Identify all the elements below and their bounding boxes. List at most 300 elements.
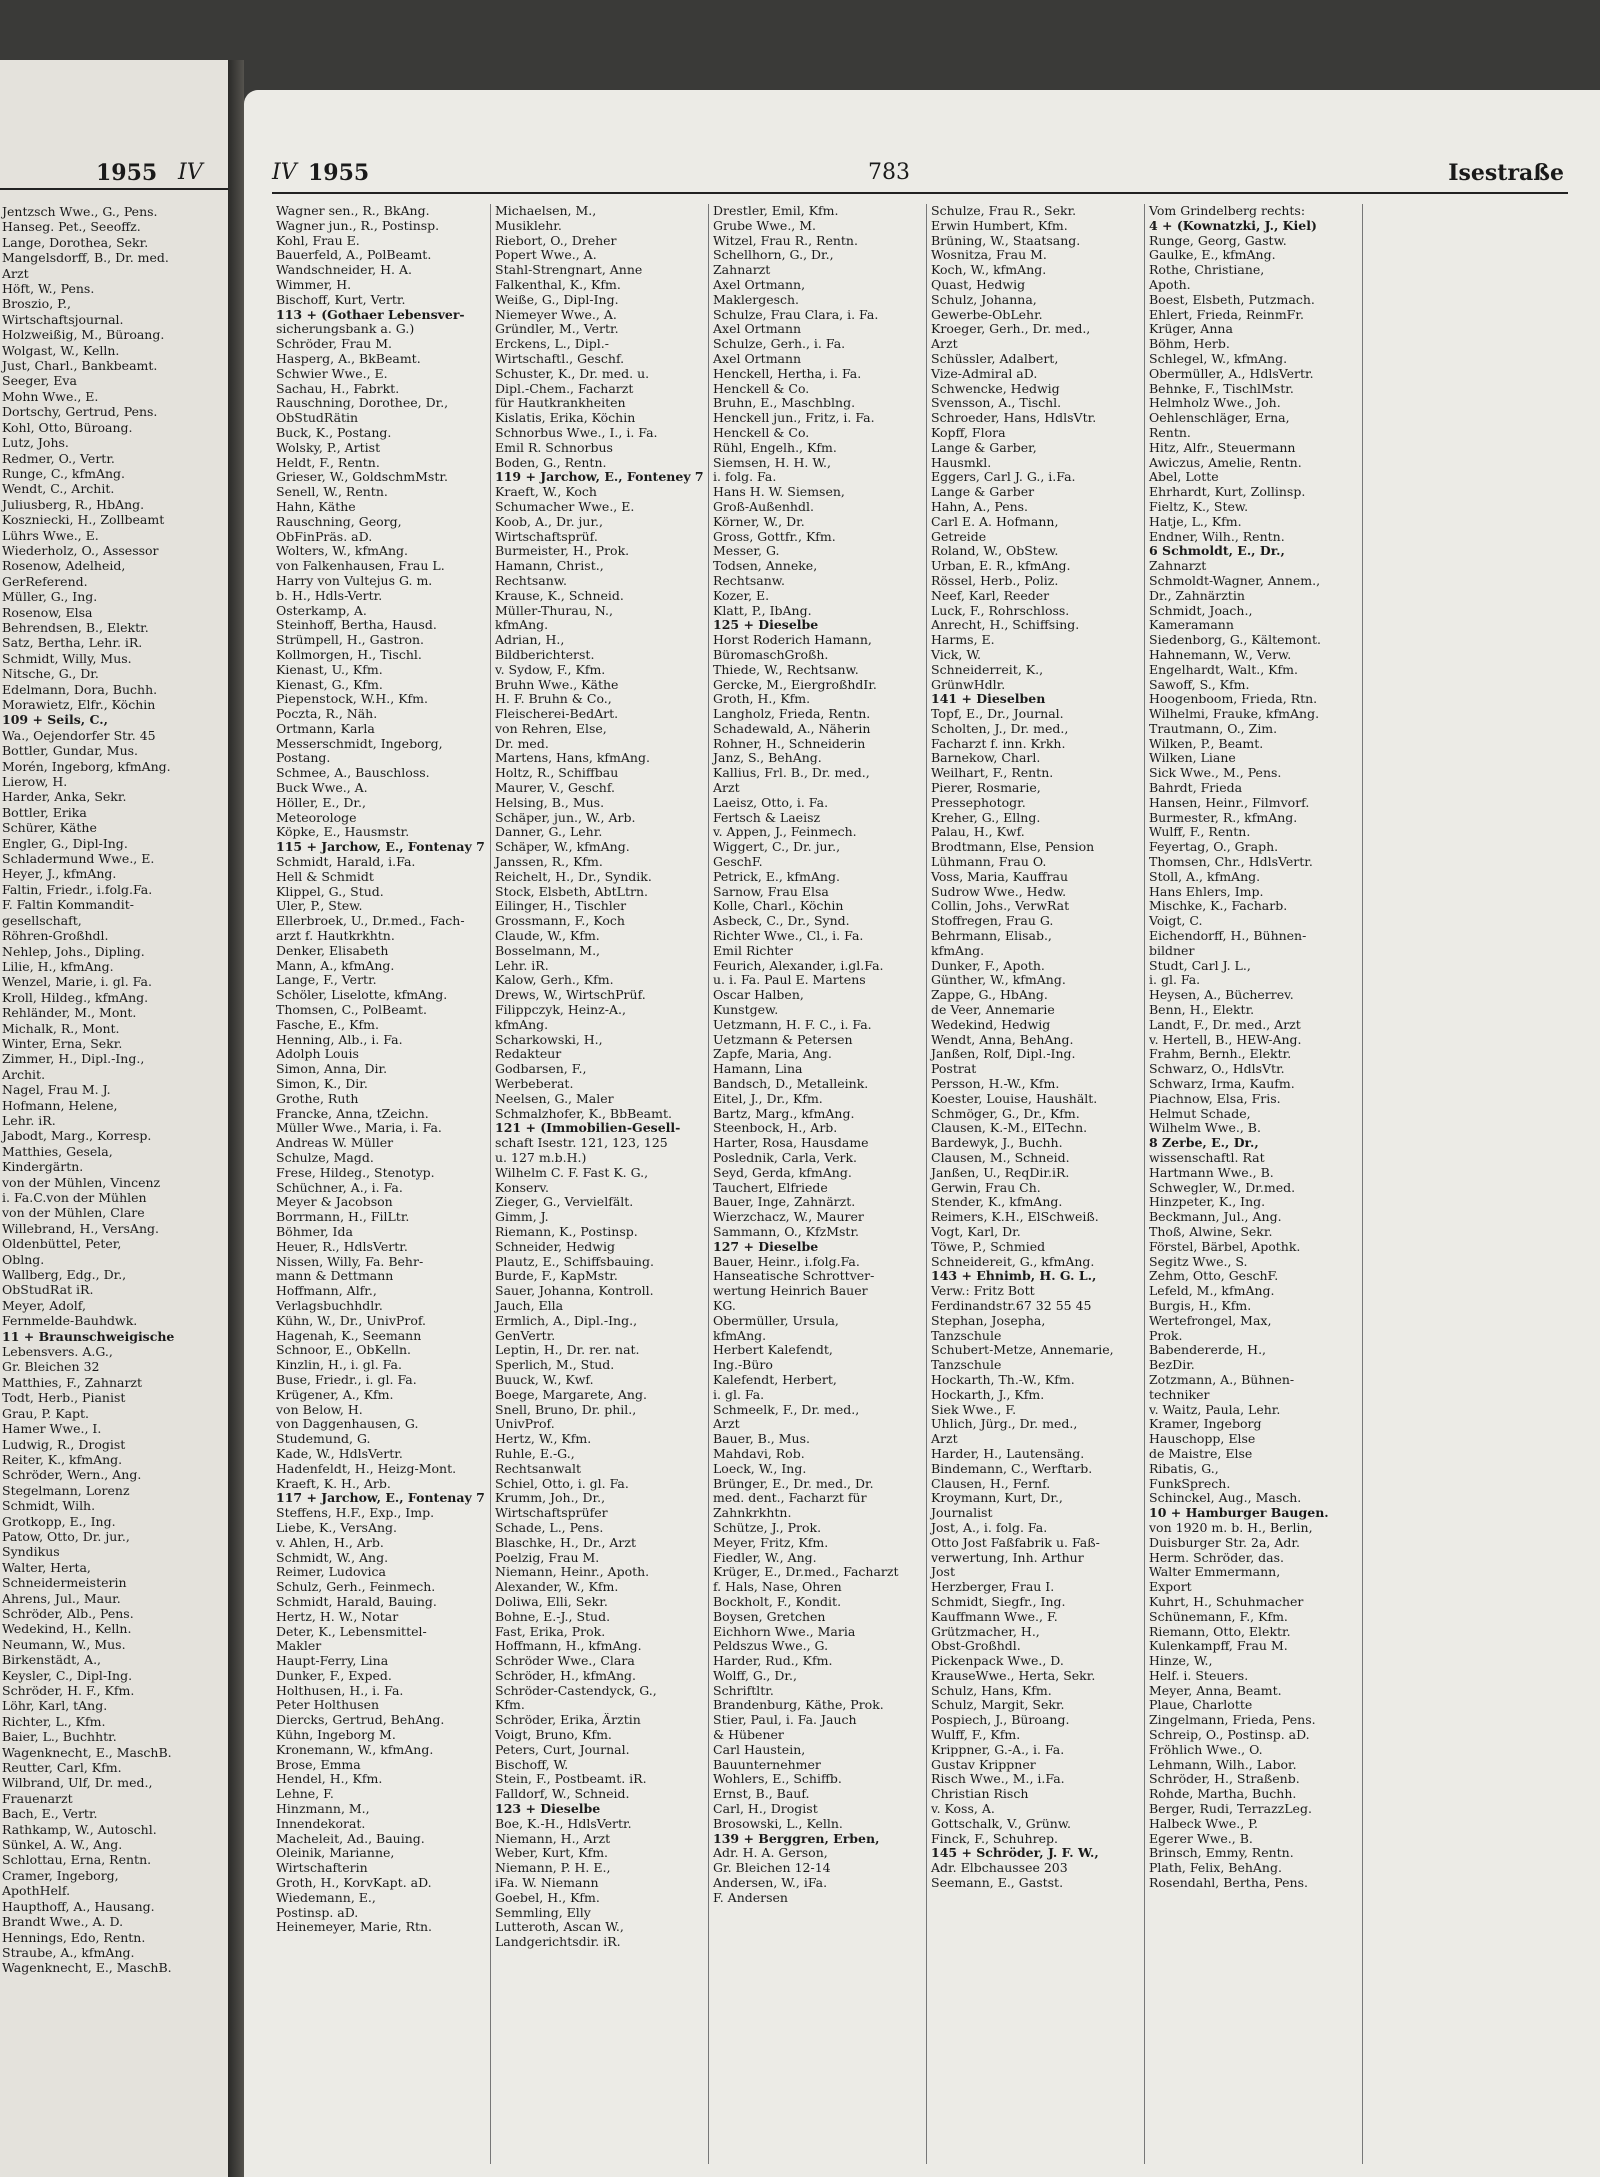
- directory-entry: v. Hertell, B., HEW-Ang.: [1149, 1032, 1302, 1047]
- directory-entry: kfmAng.: [931, 943, 985, 958]
- directory-entry: Rechtsanw.: [713, 573, 785, 588]
- directory-entry: Kfm.: [495, 1698, 525, 1713]
- directory-entry: Snell, Bruno, Dr. phil.,: [495, 1402, 637, 1417]
- directory-entry: Neumann, W., Mus.: [2, 1636, 126, 1652]
- directory-entry: kfmAng.: [713, 1328, 767, 1343]
- left-page-header: [0, 158, 228, 190]
- directory-entry: Hans Ehlers, Imp.: [1149, 884, 1264, 899]
- directory-entry: 113 + (Gothaer Lebensver-: [276, 307, 465, 322]
- directory-entry: Stock, Elsbeth, AbtLtrn.: [495, 884, 648, 899]
- directory-entry: Burmester, R., kfmAng.: [1149, 810, 1298, 825]
- directory-entry: KG.: [713, 1298, 736, 1313]
- directory-entry: Hinze, W.,: [1149, 1654, 1213, 1669]
- directory-entry: Wedekind, Hedwig: [931, 1017, 1051, 1032]
- directory-entry: Niemann, Heinr., Apoth.: [495, 1565, 650, 1580]
- directory-entry: Journalist: [931, 1506, 993, 1521]
- directory-entry: Lierow, H.: [2, 774, 68, 790]
- directory-entry: Bischoff, Kurt, Vertr.: [276, 292, 406, 307]
- directory-entry: Lutz, Johs.: [2, 435, 69, 451]
- directory-entry: Osterkamp, A.: [276, 603, 367, 618]
- directory-entry: Richter, L., Kfm.: [2, 1713, 106, 1729]
- directory-entry: Eitel, J., Dr., Kfm.: [713, 1091, 823, 1106]
- directory-entry: Bischoff, W.: [495, 1757, 569, 1772]
- directory-entry: Gerwin, Frau Ch.: [931, 1180, 1041, 1195]
- directory-entry: Hinzmann, M.,: [276, 1802, 370, 1817]
- directory-entry: Carl, H., Drogist: [713, 1802, 818, 1817]
- directory-entry: Steffens, H.F., Exp., Imp.: [276, 1506, 435, 1521]
- directory-entry: Brandenburg, Käthe, Prok.: [713, 1698, 884, 1713]
- directory-entry: Zapfe, Maria, Ang.: [713, 1047, 832, 1062]
- directory-entry: Kroeger, Gerh., Dr. med.,: [931, 322, 1091, 337]
- directory-entry: Grau, P. Kapt.: [2, 1405, 90, 1421]
- directory-entry: Schuster, K., Dr. med. u.: [495, 366, 650, 381]
- directory-entry: Gr. Bleichen 32: [2, 1359, 100, 1375]
- directory-entry: Redmer, O., Vertr.: [2, 450, 115, 466]
- directory-entry: Carl Haustein,: [713, 1742, 806, 1757]
- directory-entry: Berger, Rudi, TerrazzLeg.: [1149, 1802, 1312, 1817]
- directory-entry: ObStudRat iR.: [2, 1282, 94, 1298]
- directory-entry: Horst Roderich Hamann,: [713, 633, 872, 648]
- directory-entry: 127 + Dieselbe: [713, 1239, 819, 1254]
- directory-entry: Rosenow, Elsa: [2, 604, 93, 620]
- directory-entry: u. 127 m.b.H.): [495, 1151, 587, 1165]
- directory-entry: Gründler, M., Vertr.: [495, 322, 619, 337]
- directory-entry: Bruhn Wwe., Käthe: [495, 677, 619, 692]
- directory-entry: Konserv.: [495, 1180, 549, 1195]
- directory-entry: Rathkamp, W., Autoschl.: [2, 1821, 157, 1837]
- directory-entry: Segitz Wwe., S.: [1149, 1254, 1248, 1269]
- directory-entry: Buse, Friedr., i. gl. Fa.: [276, 1372, 417, 1387]
- directory-entry: Kronemann, W., kfmAng.: [276, 1742, 434, 1757]
- directory-entry: Barnekow, Charl.: [931, 751, 1041, 766]
- directory-entry: Andreas W. Müller: [276, 1136, 394, 1151]
- directory-entry: Frahm, Bernh., Elektr.: [1149, 1047, 1292, 1062]
- directory-entry: Hansen, Heinr., Filmvorf.: [1149, 795, 1310, 810]
- directory-entry: Harder, Anka, Sekr.: [2, 789, 127, 805]
- directory-entry: Behnke, F., TischlMstr.: [1149, 381, 1294, 396]
- directory-entry: mann & Dettmann: [276, 1269, 394, 1284]
- directory-entry: Kunstgew.: [713, 1003, 779, 1018]
- directory-entry: 119 + Jarchow, E., Fonteney 7: [495, 470, 704, 485]
- directory-entry: Loeck, W., Ing.: [713, 1461, 807, 1476]
- directory-entry: Harder, H., Lautensäng.: [931, 1446, 1085, 1461]
- directory-entry: Stahl-Strengnart, Anne: [495, 263, 643, 278]
- directory-entry: Gimm, J.: [495, 1210, 549, 1225]
- directory-entry: Schriftltr.: [713, 1683, 774, 1698]
- directory-entry: Voigt, C.: [1149, 914, 1203, 929]
- directory-entry: Pierer, Rosmarie,: [931, 781, 1041, 796]
- directory-entry: Michalk, R., Mont.: [2, 1020, 120, 1036]
- directory-entry: Rechtsanwalt: [495, 1461, 581, 1476]
- directory-entry: Schütze, J., Prok.: [713, 1520, 822, 1535]
- directory-entry: Clausen, M., Schneid.: [931, 1151, 1070, 1165]
- directory-entry: Holtz, R., Schiffbau: [495, 766, 619, 781]
- directory-entry: Kroll, Hildeg., kfmAng.: [2, 989, 149, 1005]
- directory-entry: Hoffmann, Alfr.,: [276, 1284, 377, 1299]
- directory-entry: Schröder-Castendyck, G.,: [495, 1683, 657, 1698]
- directory-entry: Heinemeyer, Marie, Rtn.: [276, 1920, 433, 1935]
- directory-entry: u. i. Fa. Paul E. Martens: [713, 973, 866, 988]
- directory-entry: Heysen, A., Bücherrev.: [1149, 988, 1294, 1003]
- directory-entry: Schmidt, W., Ang.: [276, 1550, 389, 1565]
- directory-entry: Brose, Emma: [276, 1757, 361, 1772]
- directory-entry: Nagel, Frau M. J.: [2, 1082, 111, 1098]
- directory-entry: Hamann, Christ.,: [495, 559, 604, 574]
- directory-entry: Kraeft, K. H., Arb.: [276, 1476, 391, 1491]
- directory-entry: Falldorf, W., Schneid.: [495, 1787, 630, 1802]
- directory-entry: Heyer, J., kfmAng.: [2, 866, 117, 882]
- directory-entry: Wallberg, Edg., Dr.,: [2, 1267, 127, 1283]
- directory-entry: Wilken, Liane: [1149, 751, 1236, 766]
- directory-entry: Redakteur: [495, 1047, 562, 1062]
- page-year: 1955: [308, 160, 370, 186]
- directory-entry: Ellerbroek, U., Dr.med., Fach-: [276, 914, 465, 929]
- directory-entry: Schadewald, A., Näherin: [713, 721, 871, 736]
- directory-entry: Walter Emmermann,: [1149, 1565, 1281, 1580]
- directory-entry: Schwencke, Hedwig: [931, 381, 1060, 396]
- directory-entry: Koob, A., Dr. jur.,: [495, 514, 603, 529]
- directory-entry: Oleinik, Marianne,: [276, 1846, 395, 1861]
- directory-entry: Jost, A., i. folg. Fa.: [931, 1520, 1048, 1535]
- directory-entry: Drestler, Emil, Kfm.: [713, 204, 839, 218]
- directory-column-5: [1144, 204, 1367, 2164]
- directory-entry: FunkSprech.: [1149, 1476, 1231, 1491]
- directory-entry: Krügener, A., Kfm.: [276, 1387, 394, 1402]
- directory-entry: Helf. i. Steuers.: [1149, 1668, 1249, 1683]
- directory-entry: Piachnow, Elsa, Fris.: [1149, 1091, 1281, 1106]
- directory-entry: de Maistre, Else: [1149, 1446, 1253, 1461]
- directory-entry: Koester, Louise, Haushält.: [931, 1091, 1098, 1106]
- directory-entry: Koszniecki, H., Zollbeamt: [2, 512, 165, 528]
- directory-entry: Syndikus: [2, 1544, 60, 1560]
- directory-entry: Strümpell, H., Gastron.: [276, 633, 425, 648]
- directory-entry: Heuer, R., HdlsVertr.: [276, 1239, 408, 1254]
- directory-entry: Rohde, Martha, Buchh.: [1149, 1787, 1297, 1802]
- directory-entry: Laeisz, Otto, i. Fa.: [713, 795, 829, 810]
- directory-entry: Fasche, E., Kfm.: [276, 1017, 379, 1032]
- directory-entry: Innendekorat.: [276, 1816, 366, 1831]
- directory-entry: Eilinger, H., Tischler: [495, 899, 627, 914]
- directory-entry: Löhr, Karl, tAng.: [2, 1698, 108, 1714]
- directory-entry: Wagenknecht, E., MaschB.: [2, 1960, 172, 1976]
- directory-entry: Bartz, Marg., kfmAng.: [713, 1106, 855, 1121]
- directory-entry: Faltin, Friedr., i.folg.Fa.: [2, 881, 153, 897]
- directory-entry: Hahn, Käthe: [276, 499, 356, 514]
- directory-entry: sicherungsbank a. G.): [276, 322, 415, 337]
- directory-entry: wissenschaftl. Rat: [1149, 1151, 1265, 1165]
- directory-entry: Dortschy, Gertrud, Pens.: [2, 404, 158, 420]
- directory-entry: Krüger, E., Dr.med., Facharzt: [713, 1565, 899, 1580]
- directory-entry: Todsen, Anneke,: [713, 559, 818, 574]
- directory-entry: Straube, A., kfmAng.: [2, 1944, 135, 1960]
- directory-entry: Henckell & Co.: [713, 381, 810, 396]
- directory-entry: Behrendsen, B., Elektr.: [2, 619, 149, 635]
- directory-entry: Krüger, Anna: [1149, 322, 1233, 337]
- directory-entry: Goebel, H., Kfm.: [495, 1890, 600, 1905]
- directory-entry: Lührs Wwe., E.: [2, 527, 99, 543]
- directory-column-1: [272, 204, 494, 2164]
- directory-entry: Grotkopp, E., Ing.: [2, 1513, 116, 1529]
- directory-entry: von Rehren, Else,: [495, 721, 607, 736]
- directory-entry: Helsing, B., Mus.: [495, 795, 605, 810]
- directory-entry: Simon, K., Dir.: [276, 1077, 368, 1092]
- directory-entry: Bardewyk, J., Buchh.: [931, 1136, 1063, 1151]
- directory-entry: Feurich, Alexander, i.gl.Fa.: [713, 958, 884, 973]
- directory-entry: Schumacher Wwe., E.: [495, 499, 635, 514]
- directory-entry: Bauunternehmer: [713, 1757, 821, 1772]
- directory-entry: Vize-Admiral aD.: [931, 366, 1038, 381]
- directory-entry: Dunker, F., Apoth.: [931, 958, 1045, 973]
- directory-entry: Erwin Humbert, Kfm.: [931, 218, 1068, 233]
- directory-entry: ApothHelf.: [2, 1883, 71, 1899]
- directory-entry: Fieltz, K., Stew.: [1149, 499, 1249, 514]
- directory-entry: Awiczus, Amelie, Rentn.: [1149, 455, 1302, 470]
- directory-entry: Schroeder, Hans, HdlsVtr.: [931, 411, 1097, 426]
- directory-entry: Kreher, G., Ellng.: [931, 810, 1041, 825]
- directory-entry: Riemann, Otto, Elektr.: [1149, 1624, 1291, 1639]
- directory-page: [244, 90, 1600, 2177]
- directory-entry: Sick Wwe., M., Pens.: [1149, 766, 1282, 781]
- directory-entry: Claude, W., Kfm.: [495, 929, 600, 944]
- directory-entry: Export: [1149, 1580, 1192, 1595]
- directory-entry: Halbeck Wwe., P.: [1149, 1816, 1259, 1831]
- directory-entry: Obermüller, Ursula,: [713, 1313, 839, 1328]
- directory-entry: Hartmann Wwe., B.: [1149, 1165, 1274, 1180]
- directory-entry: Ludwig, R., Drogist: [2, 1436, 126, 1452]
- directory-entry: Nitsche, G., Dr.: [2, 666, 99, 682]
- directory-entry: Rosendahl, Bertha, Pens.: [1149, 1876, 1308, 1891]
- directory-entry: Höft, W., Pens.: [2, 281, 95, 297]
- directory-entry: Bauerfeld, A., PolBeamt.: [276, 248, 432, 263]
- directory-entry: Riemann, K., Postinsp.: [495, 1224, 638, 1239]
- directory-entry: Obst-Großhdl.: [931, 1639, 1021, 1654]
- directory-entry: Thomsen, Chr., HdlsVertr.: [1149, 855, 1313, 870]
- directory-entry: Wagenknecht, E., MaschB.: [2, 1744, 172, 1760]
- directory-entry: Adrian, H.,: [495, 633, 565, 648]
- directory-entry: Wohlers, E., Schiffb.: [713, 1772, 842, 1787]
- directory-entry: Otto Jost Faßfabrik u. Faß-: [931, 1535, 1100, 1550]
- directory-entry: Leptin, H., Dr. rer. nat.: [495, 1343, 640, 1358]
- directory-entry: Tanzschule: [931, 1358, 1002, 1373]
- directory-entry: Vogt, Karl, Dr.: [931, 1224, 1021, 1239]
- directory-entry: Adr. H. A. Gerson,: [713, 1846, 828, 1861]
- directory-entry: Apoth.: [1149, 277, 1191, 292]
- directory-entry: Haupthoff, A., Hausang.: [2, 1898, 155, 1914]
- directory-entry: Hadenfeldt, H., Heizg-Mont.: [276, 1461, 457, 1476]
- directory-entry: Runge, C., kfmAng.: [2, 465, 126, 481]
- directory-entry: GenVertr.: [495, 1328, 556, 1343]
- directory-entry: Schröder, Wern., Ang.: [2, 1467, 142, 1483]
- directory-entry: Sünkel, A. W., Ang.: [2, 1837, 123, 1853]
- directory-entry: Liebe, K., VersAng.: [276, 1520, 398, 1535]
- directory-entry: Arzt: [2, 265, 29, 281]
- directory-entry: Lehmann, Wilh., Labor.: [1149, 1757, 1297, 1772]
- directory-entry: Jentzsch Wwe., G., Pens.: [2, 204, 158, 219]
- directory-entry: Schulz, Margit, Sekr.: [931, 1698, 1065, 1713]
- directory-entry: Lutteroth, Ascan W.,: [495, 1920, 624, 1935]
- directory-entry: Willebrand, H., VersAng.: [2, 1220, 159, 1236]
- directory-entry: Simon, Anna, Dir.: [276, 1062, 388, 1077]
- directory-entry: Birkenstädt, A.,: [2, 1652, 102, 1668]
- directory-entry: Kienast, G., Kfm.: [276, 677, 383, 692]
- directory-entry: Schröder, H., Straßenb.: [1149, 1772, 1300, 1787]
- directory-entry: Edelmann, Dora, Buchh.: [2, 681, 158, 697]
- directory-entry: Schnorbus Wwe., I., i. Fa.: [495, 425, 658, 440]
- directory-entry: Baier, L., Buchhtr.: [2, 1729, 117, 1745]
- directory-entry: Schmidt, Joach.,: [1149, 603, 1253, 618]
- directory-entry: Meyer & Jacobson: [276, 1195, 393, 1210]
- directory-entry: Doliwa, Elli, Sekr.: [495, 1594, 608, 1609]
- directory-entry: Kulenkampff, Frau M.: [1149, 1639, 1288, 1654]
- directory-entry: Zahnarzt: [1149, 559, 1207, 574]
- directory-entry: Verw.: Fritz Bott: [931, 1284, 1035, 1299]
- directory-entry: Patow, Otto, Dr. jur.,: [2, 1528, 130, 1544]
- directory-entry: Schmee, A., Bauschloss.: [276, 766, 430, 781]
- directory-entry: Seemann, E., Gastst.: [931, 1876, 1064, 1891]
- directory-entry: Sawoff, S., Kfm.: [1149, 677, 1250, 692]
- directory-entry: Gewerbe-ObLehr.: [931, 307, 1043, 322]
- directory-entry: Fröhlich Wwe., O.: [1149, 1742, 1263, 1757]
- directory-entry: GerReferend.: [2, 573, 88, 589]
- directory-entry: Poelzig, Frau M.: [495, 1550, 600, 1565]
- directory-entry: Anrecht, H., Schiffsing.: [931, 618, 1080, 633]
- directory-entry: kfmAng.: [495, 618, 549, 633]
- directory-entry: Scharkowski, H.,: [495, 1032, 603, 1047]
- directory-entry: Francke, Anna, tZeichn.: [276, 1106, 429, 1121]
- directory-entry: Krause, K., Schneid.: [495, 588, 624, 603]
- directory-entry: Wendt, C., Archit.: [2, 481, 115, 497]
- directory-entry: Schubert-Metze, Annemarie,: [931, 1343, 1114, 1358]
- directory-entry: Hatje, L., Kfm.: [1149, 514, 1242, 529]
- page-binding: [228, 60, 244, 2177]
- directory-entry: Erckens, L., Dipl.-: [495, 337, 609, 352]
- directory-entry: Harter, Rosa, Hausdame: [713, 1136, 869, 1151]
- directory-entry: Dipl.-Chem., Facharzt: [495, 381, 634, 396]
- directory-entry: Axel Ortmann: [713, 351, 802, 366]
- directory-entry: Lühmann, Frau O.: [931, 855, 1047, 870]
- directory-entry: Helmholz Wwe., Joh.: [1149, 396, 1281, 411]
- directory-entry: Reiter, K., kfmAng.: [2, 1451, 123, 1467]
- directory-entry: Brandt Wwe., A. D.: [2, 1914, 124, 1930]
- directory-entry: Seyd, Gerda, kfmAng.: [713, 1165, 852, 1180]
- directory-entry: Peter Holthusen: [276, 1698, 380, 1713]
- directory-entry: von Below, H.: [276, 1402, 363, 1417]
- directory-entry: Falkenthal, K., Kfm.: [495, 277, 621, 292]
- directory-entry: f. Hals, Nase, Ohren: [713, 1580, 842, 1595]
- directory-entry: bildner: [1149, 943, 1195, 958]
- directory-entry: Wolsky, P., Artist: [276, 440, 381, 455]
- directory-entry: Klatt, P., IbAng.: [713, 603, 812, 618]
- directory-entry: Dunker, F., Exped.: [276, 1668, 392, 1683]
- directory-entry: Gottschalk, V., Grünw.: [931, 1816, 1072, 1831]
- directory-entry: Voss, Maria, Kauffrau: [931, 869, 1069, 884]
- directory-entry: Hoffmann, H., kfmAng.: [495, 1639, 642, 1654]
- directory-entry: Schulz, Hans, Kfm.: [931, 1683, 1052, 1698]
- directory-entry: Schneidereit, G., kfmAng.: [931, 1254, 1095, 1269]
- directory-entry: Bauer, B., Mus.: [713, 1432, 810, 1447]
- directory-entry: Schröder Wwe., Clara: [495, 1654, 635, 1669]
- directory-entry: Kramer, Ingeborg: [1149, 1417, 1262, 1432]
- directory-entry: i. folg. Fa.: [713, 470, 777, 485]
- directory-entry: Niemeyer Wwe., A.: [495, 307, 617, 322]
- directory-entry: Bottler, Erika: [2, 804, 87, 820]
- directory-entry: Kollmorgen, H., Tischl.: [276, 647, 422, 662]
- directory-entry: Schmeelk, F., Dr. med.,: [713, 1402, 860, 1417]
- directory-entry: Studemund, G.: [276, 1432, 371, 1447]
- directory-entry: Müller-Thurau, N.,: [495, 603, 613, 618]
- directory-entry: Brünger, E., Dr. med., Dr.: [713, 1476, 874, 1491]
- directory-entry: 117 + Jarchow, E., Fontenay 7: [276, 1491, 485, 1506]
- directory-entry: Hanseg. Pet., Seeoffz.: [2, 219, 141, 235]
- directory-entry: Henning, Alb., i. Fa.: [276, 1032, 403, 1047]
- directory-entry: Endner, Wilh., Rentn.: [1149, 529, 1285, 544]
- directory-entry: Schmalzhofer, K., BbBeamt.: [495, 1106, 672, 1121]
- directory-column-2: [490, 204, 713, 2164]
- directory-entry: gesellschaft,: [2, 912, 82, 928]
- directory-entry: Mahdavi, Rob.: [713, 1446, 805, 1461]
- directory-entry: Thoß, Alwine, Sekr.: [1149, 1224, 1273, 1239]
- directory-entry: Schladermund Wwe., E.: [2, 851, 155, 867]
- directory-entry: Ferdinandstr.67 32 55 45: [931, 1298, 1092, 1313]
- directory-entry: Asbeck, C., Dr., Synd.: [713, 914, 850, 929]
- directory-entry: Lilie, H., kfmAng.: [2, 958, 114, 974]
- directory-entry: Lange, Dorothea, Sekr.: [2, 234, 149, 250]
- directory-entry: Fiedler, W., Ang.: [713, 1550, 817, 1565]
- directory-entry: 8 Zerbe, E., Dr.,: [1149, 1136, 1259, 1151]
- directory-entry: Petrick, E., kfmAng.: [713, 869, 840, 884]
- directory-entry: Satz, Bertha, Lehr. iR.: [2, 635, 143, 651]
- directory-entry: Reimer, Ludovica: [276, 1565, 386, 1580]
- directory-columns: [272, 204, 1572, 2164]
- directory-entry: 4 + (Kownatzki, J., Kiel): [1149, 218, 1317, 233]
- directory-entry: Benn, H., Elektr.: [1149, 1003, 1255, 1018]
- directory-entry: v. Ahlen, H., Arb.: [276, 1535, 384, 1550]
- directory-entry: Hertz, W., Kfm.: [495, 1432, 592, 1447]
- directory-entry: v. Koss, A.: [931, 1802, 995, 1817]
- directory-entry: techniker: [1149, 1387, 1210, 1402]
- directory-entry: Haupt-Ferry, Lina: [276, 1654, 389, 1669]
- directory-entry: Niemann, P. H. E.,: [495, 1861, 611, 1876]
- directory-entry: Hockarth, Th.-W., Kfm.: [931, 1372, 1075, 1387]
- directory-entry: Deter, K., Lebensmittel-: [276, 1624, 427, 1639]
- directory-entry: Winter, Erna, Sekr.: [2, 1035, 123, 1051]
- directory-entry: Bosselmann, M.,: [495, 943, 601, 958]
- directory-entry: Müller Wwe., Maria, i. Fa.: [276, 1121, 442, 1136]
- directory-entry: Kinzlin, H., i. gl. Fa.: [276, 1358, 402, 1373]
- directory-entry: Poslednik, Carla, Verk.: [713, 1151, 858, 1165]
- directory-entry: Uetzmann & Petersen: [713, 1032, 853, 1047]
- directory-entry: Kühn, Ingeborg M.: [276, 1728, 396, 1743]
- directory-entry: v. Appen, J., Feinmech.: [713, 825, 857, 840]
- directory-entry: Lehr. iR.: [2, 1112, 56, 1128]
- directory-entry: Stender, K., kfmAng.: [931, 1195, 1063, 1210]
- directory-entry: Wimmer, H.: [276, 277, 352, 292]
- directory-entry: Schwarz, O., HdlsVtr.: [1149, 1062, 1285, 1077]
- directory-entry: Popert Wwe., A.: [495, 248, 597, 263]
- directory-entry: Rössel, Herb., Poliz.: [931, 573, 1059, 588]
- directory-entry: Broszio, P.,: [2, 296, 71, 312]
- directory-entry: Stephan, Josepha,: [931, 1313, 1046, 1328]
- directory-entry: von der Mühlen, Clare: [2, 1205, 145, 1221]
- directory-entry: v. Waitz, Paula, Lehr.: [1149, 1402, 1281, 1417]
- directory-entry: Rothe, Christiane,: [1149, 263, 1265, 278]
- directory-entry: Steenbock, H., Arb.: [713, 1121, 838, 1136]
- directory-entry: Egerer Wwe., B.: [1149, 1831, 1253, 1846]
- directory-entry: Emil Richter: [713, 943, 793, 958]
- directory-entry: Zahnarzt: [713, 263, 771, 278]
- directory-entry: Siek Wwe., F.: [931, 1402, 1017, 1417]
- directory-entry: Keysler, C., Dipl-Ing.: [2, 1667, 133, 1683]
